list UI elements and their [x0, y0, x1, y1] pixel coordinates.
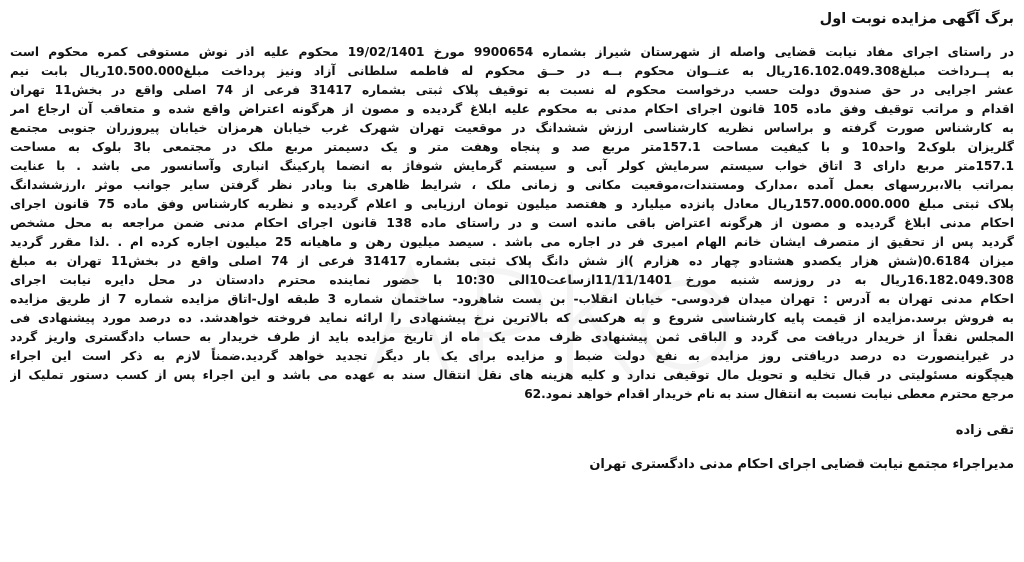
body-line: میزان 0.6184(شش هزار یکصدو هشتادو چهار ده هزارم )از شش دانگ پلاک ثبتی بشماره 31417 فرعی از 74 اصلی واقع در بخش11 تهران به مبلغ	[10, 254, 1014, 268]
body-line: احکام مدنی تهران به آدرس : تهران میدان فردوسی- خیابان انقلاب- بن بست شاهرود- ساختمان شماره 3 طبقه اول-اتاق مزایده شماره 7 از طریق مزایده	[10, 292, 1014, 306]
body-line: مرجع محترم معطی نیابت نسبت به انتقال سند به نام خریدار اقدام خواهد نمود.62	[524, 387, 1014, 401]
signer-name: تقی زاده	[955, 423, 1014, 438]
body-line: پلاک ثبتی مبلغ 157.000.000.000ریال معادل پانزده میلیارد و هفتصد میلیون تومان ارزیابی و اعلام گردیده و نظریه کارشناس وفق ماده 75 قانون اجرای	[10, 197, 1014, 211]
signer-office: مدیراجراء مجتمع نیابت قضایی اجرای احکام مدنی دادگستری تهران	[589, 457, 1014, 472]
body-line: المجلس نقداً از خریدار دریافت می گردد و الباقی ثمن پیشنهادی ظرف مدت یک ماه از تاریخ مزایده باید از طرف خریدار به حساب دادگستری واریز گردد	[10, 330, 1014, 344]
body-line: در غیراینصورت ده درصد دریافتی روز مزایده به نفع دولت ضبط و مزایده برای یک بار دیگر تجدید خواهد گردید.ضمناً لازم به ذکر است این اجراء	[10, 349, 1014, 363]
body-line: احکام مدنی ابلاغ گردیده و مصون از هرگونه اعتراض باقی مانده است و در راستای ماده 138 قانون اجرای احکام مدنی ضمن مراجعه به محل مشخص	[10, 216, 1014, 230]
body-line: 16.182.049.308ریال به در روزسه شنبه مورخ 11/11/1401ازساعت10الی 10:30 با حضور نماینده محترم دادستان در محل دایره نیابت اجرای	[10, 273, 1014, 287]
body-line: عشر اجرایی در حق صندوق دولت حسب درخواست محکوم له نسبت به توقیف پلاک ثبتی بشماره 31417 فرعی از 74 اصلی واقع در بخش11 تهران	[10, 83, 1014, 97]
body-line: هیچگونه مسئولیتی در قبال تخلیه و تحویل مال توقیفی ندارد و کلیه هزینه های نقل انتقال سند به عهده می باشد و این اجراء پس از کسب دستور تملیک از	[10, 368, 1014, 382]
body-line: گردید پس از تحقیق از متصرف ایشان خانم الهام امیری فر در اجاره می باشد . سیصد میلیون رهن و ماهیانه 25 میلیون اجاره کرده ام . .لذا مقرر گردید	[10, 235, 1014, 249]
body-line: گلریزان بلوک2 واحد10 و با کیفیت مساحت 157.1متر مربع صد و پنجاه وهفت متر و یک دسیمتر مربع ملک در مجتمعی با3 بلوک به مساحت	[10, 140, 1014, 154]
notice-body	[10, 43, 1014, 404]
body-line: 157.1متر مربع دارای 3 اتاق خواب سیستم سرمایش کولر آبی و سیستم گرمایش شوفاژ به انضما پارکینگ انباری وآسانسور می باشد . با عنایت	[10, 159, 1014, 173]
body-line: به پــرداخت مبلغ16.102.049.308ریال به عنــوان محکوم بــه در حــق محکوم له فاطمه سلطانی آزاد ونیز پرداخت مبلغ10.500.000ریال بابت نیم	[10, 64, 1014, 78]
notice-title: برگ آگهی مزایده نوبت اول	[819, 11, 1014, 27]
body-line: به فروش برسد.مزایده از قیمت پایه کارشناسی شروع و به هرکسی که بالاترین نرخ پیشنهادی را ارائه نماید فروخته خواهدشد. ده درصد مورد پیشنهادی فی	[10, 311, 1014, 325]
body-line: بمراتب بالا،بررسهای بعمل آمده ،مدارک ومستندات،موقعیت مکانی و زمانی ملک ، شرایط ظاهری بنا وبادر نظر گرفتن سایر جوانب موثر ،ارزششدانگ	[10, 178, 1014, 192]
body-line: اقدام و مراتب توقیف وفق ماده 105 قانون اجرای احکام مدنی به محکوم علیه ابلاغ گردیده و مصون از هرگونه اعتراض واقع شده و متعاقب آن ارجاع امر	[10, 102, 1014, 116]
body-line: به کارشناس صورت گرفته و براساس نظریه کارشناسی ارزش ششدانگ در موقعیت تهران شهرک غرب خیابان هرمزان خیابان پیروزران جنوبی مجتمع	[10, 121, 1014, 135]
body-line: در راستای اجرای مفاد نیابت قضایی واصله از شهرستان شیراز بشماره 9900654 مورخ 19/02/1401 محکوم علیه اذر نوش مستوفی کمره محکوم است	[10, 45, 1014, 59]
